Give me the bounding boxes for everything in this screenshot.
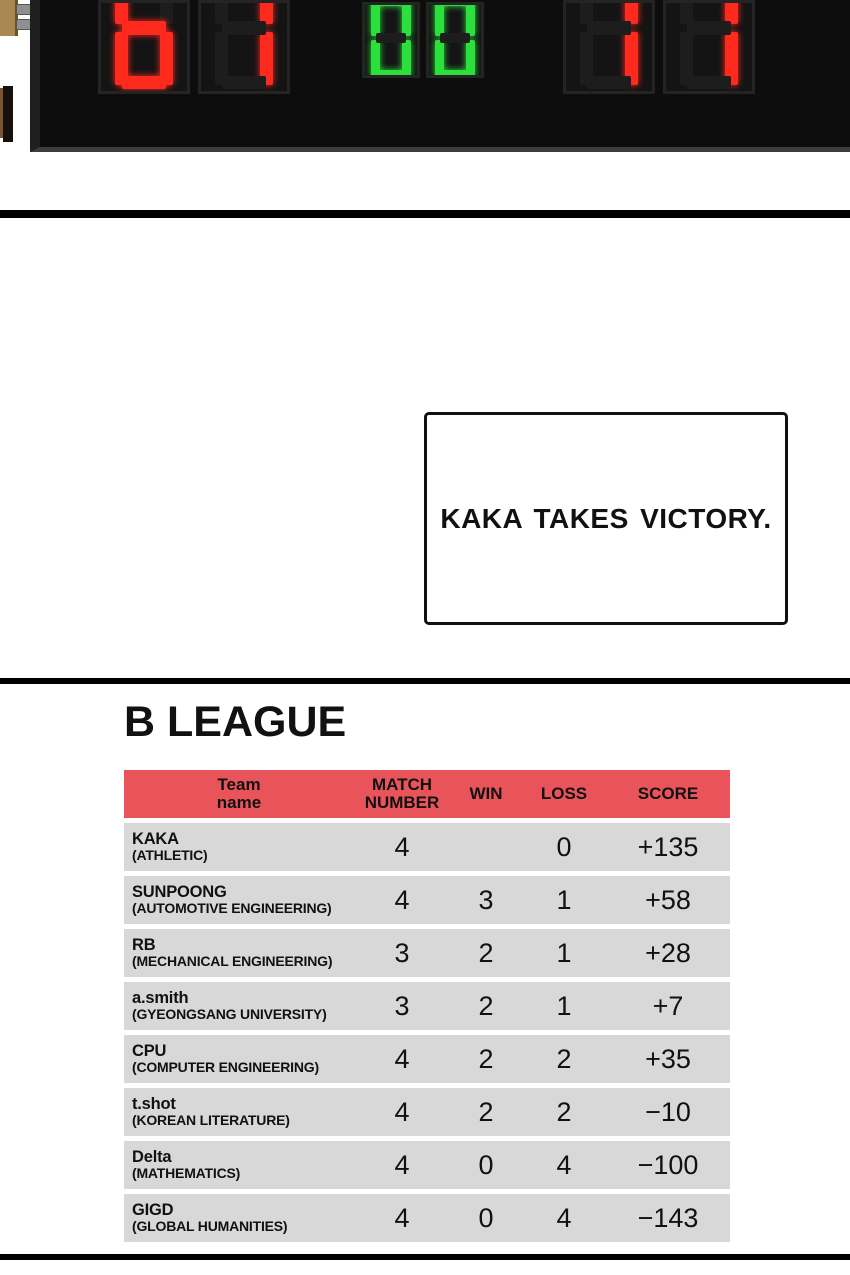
score-display-right	[563, 0, 763, 94]
loss-cell: 1	[556, 990, 572, 1021]
win-cell: 3	[478, 884, 494, 915]
match-number-cell: 4	[394, 884, 410, 915]
segment	[587, 76, 631, 89]
win-cell: 0	[478, 1149, 494, 1180]
table-row	[124, 1194, 730, 1242]
score-display-center	[362, 2, 490, 78]
team-dept: (ATHLETIC)	[132, 847, 208, 864]
bracket-prop	[16, 4, 31, 15]
team-cell	[124, 830, 354, 864]
caption-text: KAKA TAKES VICTORY.	[440, 502, 772, 534]
header-team	[124, 776, 354, 813]
loss-cell: 4	[556, 1202, 572, 1233]
loss-cell: 4	[556, 1149, 572, 1180]
score-cell: −100	[637, 1149, 699, 1180]
team-cell	[124, 1148, 354, 1182]
table-row	[124, 929, 730, 977]
seven-segment-digit	[680, 0, 738, 89]
table-row	[124, 876, 730, 924]
segment	[687, 76, 731, 89]
team-dept: (MATHEMATICS)	[132, 1165, 241, 1182]
match-number-cell: 4	[394, 1043, 410, 1074]
team-cell	[124, 1095, 354, 1129]
segment	[122, 76, 166, 89]
team-name: KAKA	[132, 829, 179, 848]
table-row	[124, 1035, 730, 1083]
team-cell	[124, 989, 354, 1023]
seven-segment-digit	[435, 2, 475, 78]
table-row	[124, 823, 730, 871]
team-dept: (KOREAN LITERATURE)	[132, 1112, 290, 1129]
table-row	[124, 1088, 730, 1136]
caption-box	[424, 412, 788, 625]
loss-cell: 2	[556, 1096, 572, 1127]
segment	[115, 32, 128, 86]
loss-cell: 1	[556, 937, 572, 968]
table-header-row	[124, 770, 730, 818]
team-name: t.shot	[132, 1094, 176, 1113]
header-loss: LOSS	[540, 783, 588, 803]
segment	[222, 21, 266, 34]
header-team-line1: Team	[217, 774, 261, 794]
segment	[376, 33, 406, 42]
team-dept: (GLOBAL HUMANITIES)	[132, 1218, 288, 1235]
win-cell: 2	[478, 937, 494, 968]
score-display-left	[98, 0, 298, 94]
segment	[680, 32, 693, 86]
team-name: Delta	[132, 1147, 172, 1166]
segment	[580, 32, 593, 86]
segment	[122, 21, 166, 34]
team-name: SUNPOONG	[132, 882, 227, 901]
segment	[376, 70, 406, 78]
win-cell: 2	[478, 990, 494, 1021]
table-body	[124, 823, 730, 1242]
score-cell: +35	[645, 1043, 691, 1074]
table-row	[124, 982, 730, 1030]
team-cell	[124, 1042, 354, 1076]
segment	[587, 21, 631, 34]
team-name: CPU	[132, 1041, 167, 1060]
segment	[466, 2, 475, 36]
header-match-number	[354, 776, 450, 813]
team-dept: (MECHANICAL ENGINEERING)	[132, 953, 333, 970]
team-name: GIGD	[132, 1200, 174, 1219]
team-dept: (GYEONGSANG UNIVERSITY)	[132, 1006, 327, 1023]
match-number-cell: 4	[394, 1096, 410, 1127]
segment	[435, 2, 444, 36]
team-cell	[124, 936, 354, 970]
team-dept: (AUTOMOTIVE ENGINEERING)	[132, 900, 332, 917]
header-match-line2: NUMBER	[364, 793, 440, 812]
segment	[435, 40, 444, 76]
segment	[687, 21, 731, 34]
score-cell: −10	[645, 1096, 691, 1127]
team-name: RB	[132, 935, 156, 954]
score-cell: +28	[645, 937, 691, 968]
header-win: WIN	[469, 783, 503, 803]
header-team-line2: name	[216, 793, 262, 812]
league-table	[124, 770, 730, 1242]
table-row	[124, 1141, 730, 1189]
score-cell: +7	[652, 990, 684, 1021]
score-cell: +135	[637, 831, 699, 862]
win-cell: 0	[478, 1202, 494, 1233]
segment	[371, 2, 380, 36]
edge-prop	[3, 86, 13, 142]
digit-cell	[426, 2, 484, 78]
loss-cell: 2	[556, 1043, 572, 1074]
score-cell: −143	[637, 1202, 699, 1233]
match-number-cell: 4	[394, 1202, 410, 1233]
bracket-prop	[16, 19, 31, 30]
match-number-cell: 4	[394, 1149, 410, 1180]
seven-segment-digit	[115, 0, 173, 89]
league-title: B LEAGUE	[124, 698, 347, 746]
team-cell	[124, 1201, 354, 1235]
match-number-cell: 3	[394, 937, 410, 968]
panel-divider	[0, 210, 850, 218]
win-cell: 2	[478, 1043, 494, 1074]
team-name: a.smith	[132, 988, 189, 1007]
loss-cell: 0	[556, 831, 572, 862]
panel-divider	[0, 1254, 850, 1260]
team-cell	[124, 883, 354, 917]
team-dept: (COMPUTER ENGINEERING)	[132, 1059, 319, 1076]
header-score: SCORE	[637, 783, 699, 803]
digit-cell	[663, 0, 755, 94]
seven-segment-digit	[580, 0, 638, 89]
panel-divider	[0, 678, 850, 684]
digit-cell	[98, 0, 190, 94]
segment	[215, 32, 228, 86]
segment	[371, 40, 380, 76]
segment	[440, 33, 470, 42]
digit-cell	[563, 0, 655, 94]
match-number-cell: 3	[394, 990, 410, 1021]
loss-cell: 1	[556, 884, 572, 915]
match-number-cell: 4	[394, 831, 410, 862]
seven-segment-digit	[215, 0, 273, 89]
seven-segment-digit	[371, 2, 411, 78]
win-cell: 2	[478, 1096, 494, 1127]
header-match-line1: MATCH	[371, 774, 433, 794]
digit-cell	[362, 2, 420, 78]
score-cell: +58	[645, 884, 691, 915]
segment	[222, 76, 266, 89]
digit-cell	[198, 0, 290, 94]
segment	[440, 70, 470, 78]
scoreboard	[30, 0, 850, 152]
segment	[402, 2, 411, 36]
